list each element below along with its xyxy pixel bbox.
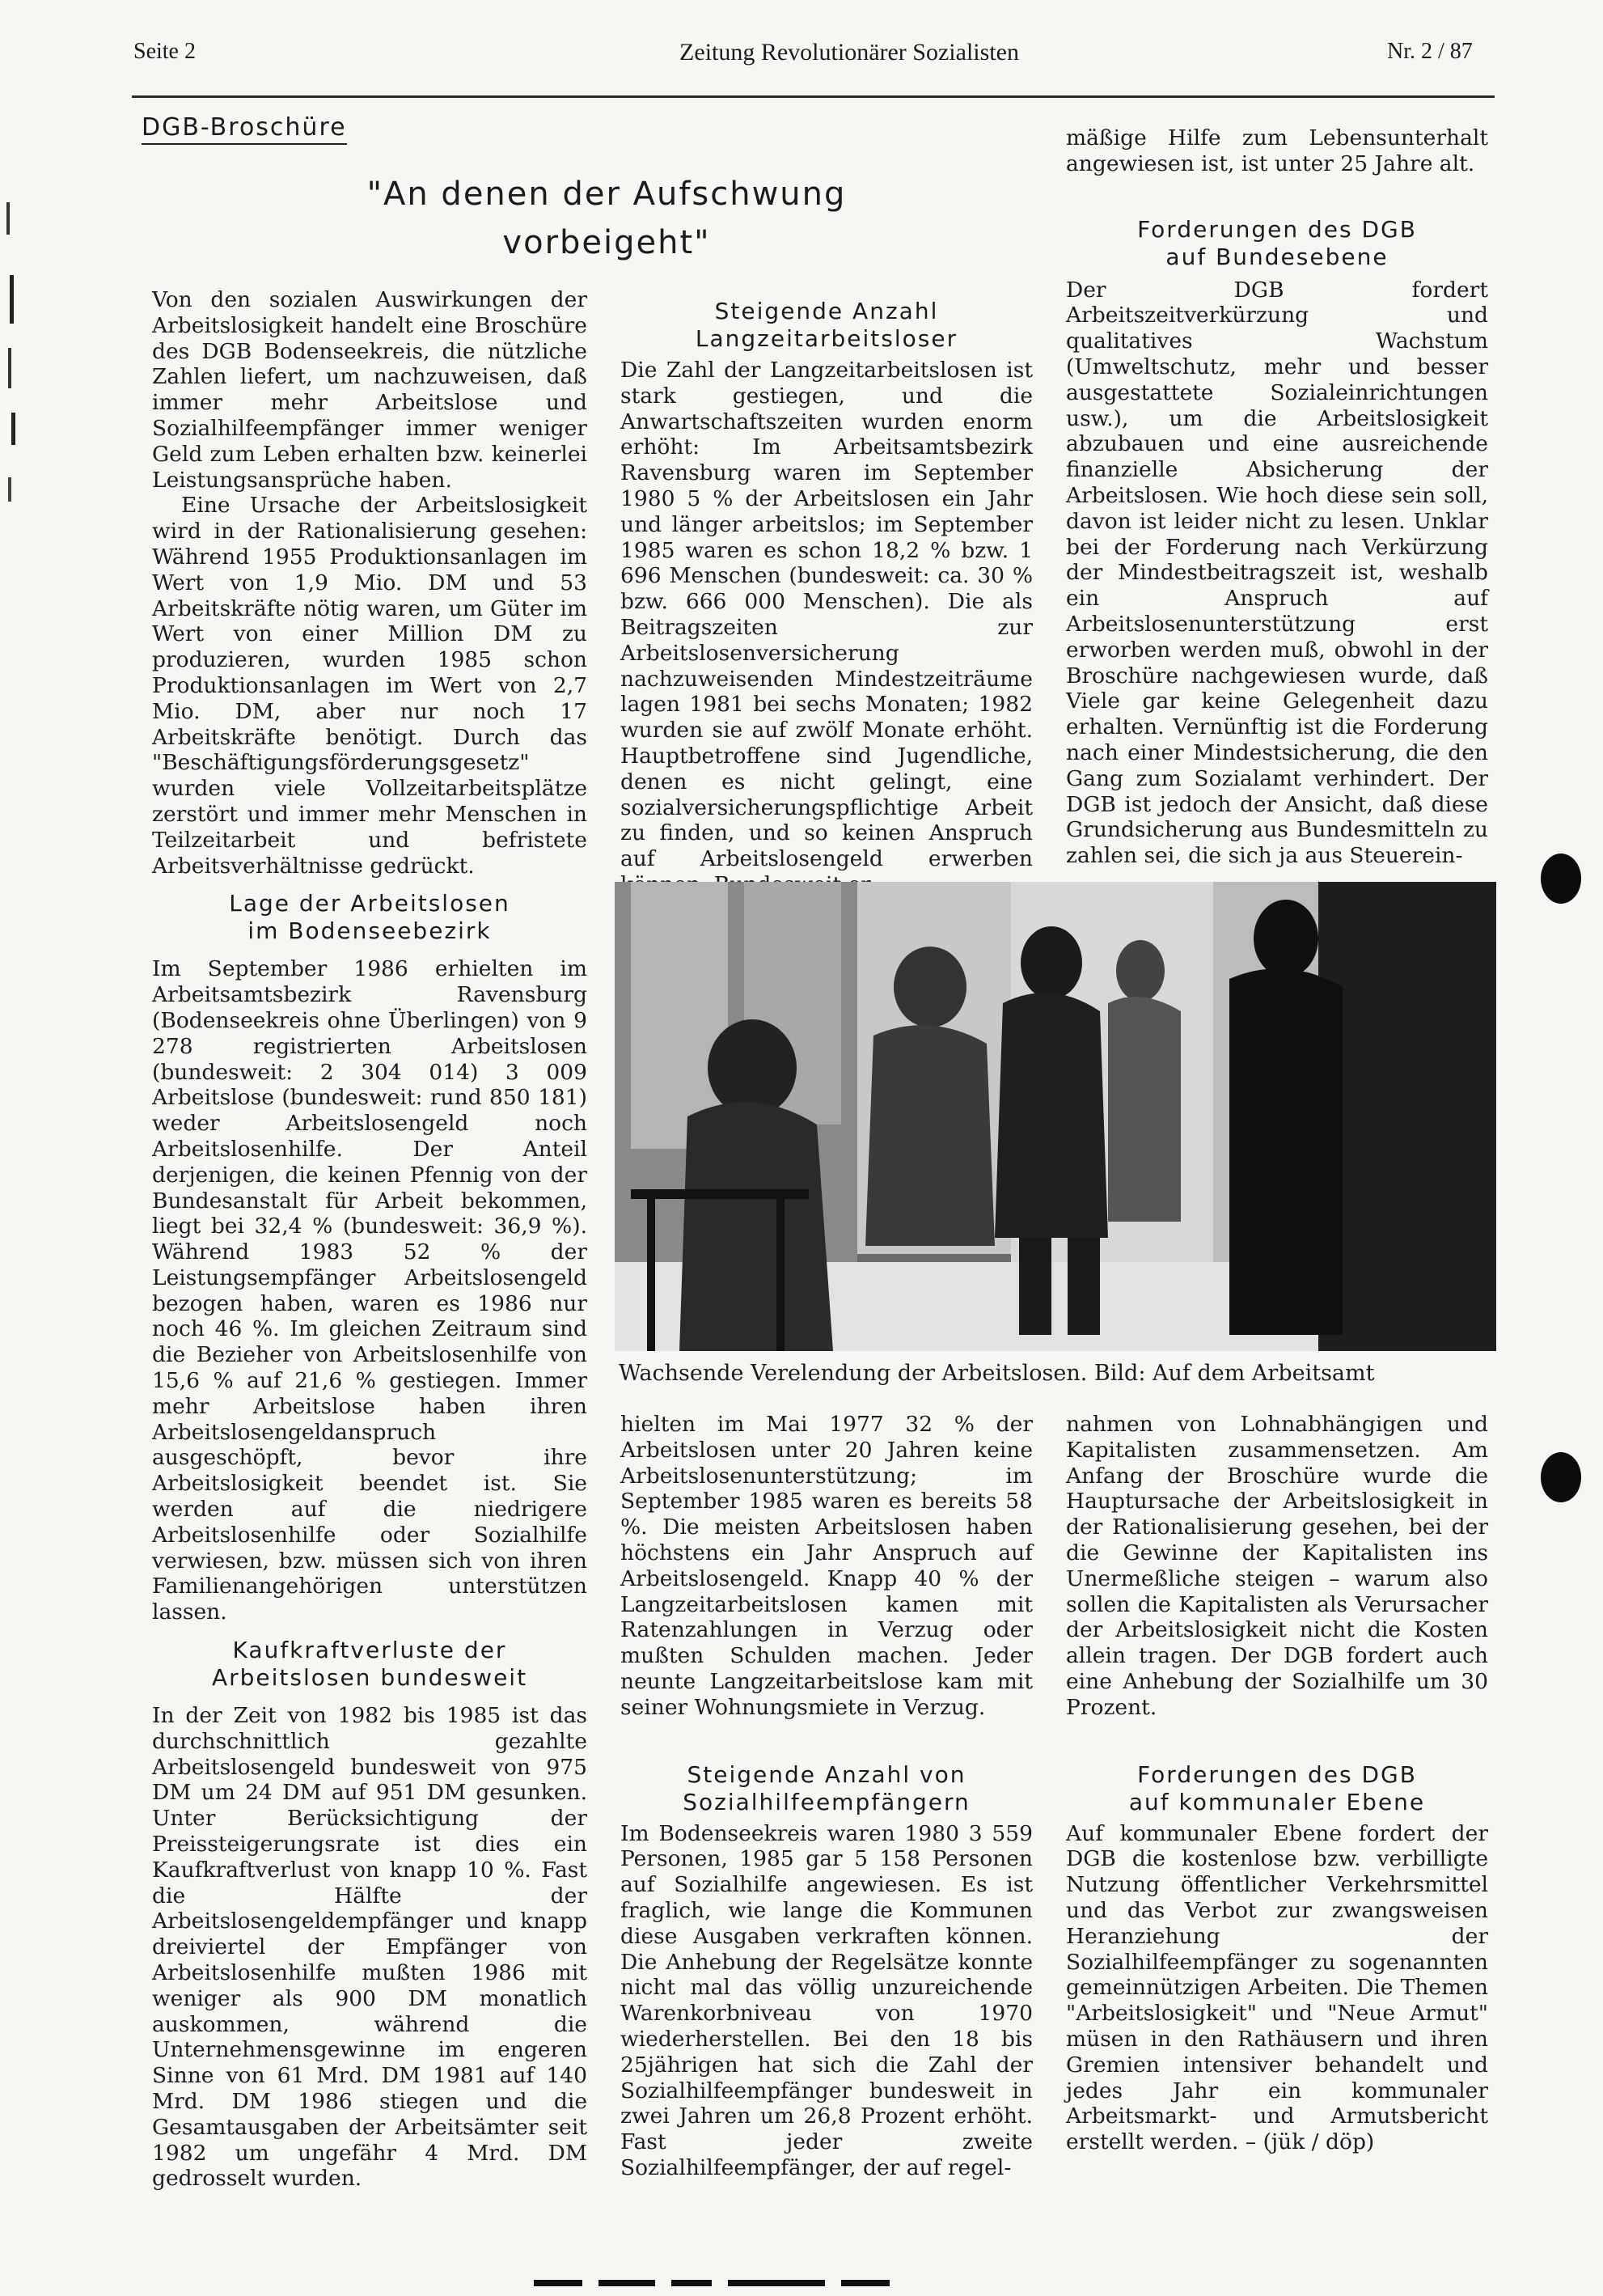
subheading-line: Lage der Arbeitslosen: [229, 890, 510, 917]
paragraph: Der DGB fordert Arbeitszeitverkürzung und qualitatives Wachstum (Umweltschutz, mehr und besser ausgestattete Sozialeinrichtungen usw.), um die Arbeitslosigkeit abzubauen und eine ausreichende finanzielle Absicherung der Arbeitslosen. Wie hoch diese sein soll, davon ist leider nicht zu lesen. Unklar bei der Forderung nach Verkürzung der Mindestbeitragszeit ist, weshalb ein Anspruch auf Arbeitslosenunterstützung erst erworben werden muß, obwohl in der Broschüre nachgewiesen wurde, daß Viele gar keine Gelegenheit dazu erhalten. Vernünftig ist die Forderung nach einer Mindestsicherung, die den Gang zum Sozialamt verhindert. Der DGB ist jedoch der Ansicht, daß diese Grundsicherung aus Bundesmitteln zu zahlen sei, die sich ja aus Steuerein-: [1066, 277, 1488, 869]
issue-number: Nr. 2 / 87: [1387, 39, 1473, 64]
photo-illustration: [615, 882, 1496, 1351]
subheading-line: Steigende Anzahl von: [687, 1760, 966, 1788]
subheading-line: Steigende Anzahl: [714, 298, 939, 324]
subheading-line: Langzeitarbeitsloser: [695, 325, 958, 352]
paragraph: hielten im Mai 1977 32 % der Arbeitslosen unter 20 Jahren keine Arbeitslosenunterstützung; im September 1985 waren es bereits 58 %. Die meisten Arbeitslosen haben höchstens ein Jahr Anspruch auf Arbeitslosengeld. Knapp 40 % der Langzeitarbeitslosen kamen mit Ratenzahlungen in Verzug oder mußten Schulden machen. Jeder neunte Langzeitarbeitslose kam mit seiner Wohnungsmiete in Verzug.: [620, 1412, 1033, 1720]
article-title-line-1: "An denen der Aufschwung: [366, 176, 847, 213]
subheading-line: auf Bundesebene: [1165, 243, 1389, 270]
column-3-top: [1066, 125, 1488, 869]
subheading-line: Arbeitslosen bundesweit: [211, 1664, 528, 1692]
subheading-line: Forderungen des DGB: [1137, 215, 1417, 243]
paragraph: Im September 1986 erhielten im Arbeitsamtsbezirk Ravensburg (Bodenseekreis ohne Überlingen) von 9 278 registrierten Arbeitslosen (bundesweit: 2 304 014) 3 009 Arbeitslose (bundesweit: rund 850 181) weder Arbeitslosengeld noch Arbeitslosenhilfe. Der Anteil derjenigen, die keinen Pfennig von der Bundesanstalt für Arbeit bekommen, liegt bei 32,4 % (bundesweit: 36,9 %). Während 1983 52 % der Leistungsempfänger Arbeitslosengeld bezogen haben, waren es 1986 nur noch 46 %. Im gleichen Zeitraum sind die Bezieher von Arbeitslosenhilfe von 15,6 % auf 21,6 % gestiegen. Immer mehr Arbeitslose haben ihren Arbeitslosengeldanspruch ausgeschöpft, bevor ihre Arbeitslosigkeit beendet ist. Sie werden auf die niedrigere Arbeitslosenhilfe oder Sozialhilfe verwiesen, bzw. müssen sich von ihren Familienangehörigen unterstützen lassen.: [152, 956, 587, 1625]
column-2-bottom: [620, 1412, 1033, 2181]
subheading-line: Forderungen des DGB: [1137, 1760, 1417, 1788]
article-title: [307, 170, 906, 267]
paragraph: Eine Ursache der Arbeitslosigkeit wird in der Rationalisierung gesehen: Während 1955 Produktionsanlagen im Wert von 1,9 Mio. DM und 53 Arbeitskräfte nötig waren, um Güter im Wert von einer Million DM zu produzieren, wurden 1985 schon Produktionsanlagen im Wert von 2,7 Mio. DM, aber nur noch 17 Arbeitskräfte benötigt. Durch das "Beschäftigungsförderungsgesetz" wurden viele Vollzeitarbeitsplätze zerstört und immer mehr Menschen in Teilzeitarbeit und befristete Arbeitsverhältnisse gedrückt.: [152, 493, 587, 879]
subheading: [152, 1637, 587, 1692]
subheading-line: Sozialhilfeempfängern: [683, 1788, 971, 1815]
subheading: [620, 1761, 1033, 1816]
punch-hole: [1541, 854, 1581, 904]
photo-caption: Wachsende Verelendung der Arbeitslosen. Bild: Auf dem Arbeitsamt: [619, 1361, 1375, 1386]
scan-edge-marks: [0, 202, 32, 526]
column-2-top: [620, 298, 1033, 898]
scan-bottom-marks: [534, 2280, 890, 2288]
article-title-line-2: vorbeigeht": [502, 224, 711, 261]
paragraph: mäßige Hilfe zum Lebensunterhalt angewiesen ist, ist unter 25 Jahre alt.: [1066, 125, 1488, 176]
paragraph: In der Zeit von 1982 bis 1985 ist das durchschnittlich gezahlte Arbeitslosengeld bundesweit von 975 DM um 24 DM auf 951 DM gesunken. Unter Berücksichtigung der Preissteigerungsrate ist dies ein Kaufkraftverlust von knapp 10 %. Fast die Hälfte der Arbeitslosengeldempfänger und knapp dreiviertel der Empfänger von Arbeitslosenhilfe mußten 1986 mit weniger als 900 DM monatlich auskommen, während die Unternehmensgewinne im engeren Sinne von 61 Mrd. DM 1981 auf 140 Mrd. DM 1986 stiegen und die Gesamtausgaben der Arbeitsämter seit 1982 um ungefähr 4 Mrd. DM gedrosselt wurden.: [152, 1703, 587, 2192]
subheading: [1066, 216, 1488, 271]
section-label: DGB-Broschüre: [142, 113, 347, 145]
subheading-line: im Bodenseebezirk: [247, 917, 492, 945]
paragraph: Im Bodenseekreis waren 1980 3 559 Personen, 1985 gar 5 158 Personen auf Sozialhilfe angewiesen. Es ist fraglich, wie lange die Kommunen diese Ausgaben verkraften können. Die Anhebung der Regelsätze konnte nicht mal das völlig unzureichende Warenkorbniveau von 1970 wiederherstellen. Bei den 18 bis 25jährigen hat sich die Zahl der Sozialhilfeempfänger bundesweit in zwei Jahren um 26,8 Prozent erhöht. Fast jeder zweite Sozialhilfeempfänger, der auf regel-: [620, 1820, 1033, 2180]
punch-hole: [1541, 1452, 1581, 1502]
column-1: [152, 287, 587, 2192]
paragraph: Von den sozialen Auswirkungen der Arbeitslosigkeit handelt eine Broschüre des DGB Bodenseekreis, die nützliche Zahlen liefert, um nachzuweisen, daß immer mehr Arbeitslose und Sozialhilfeempfänger immer weniger Geld zum Leben erhalten bzw. keinerlei Leistungsansprüche haben.: [152, 287, 587, 493]
subheading: [152, 890, 587, 945]
page-number: Seite 2: [133, 39, 196, 64]
subheading: [1066, 1761, 1488, 1816]
subheading: [620, 298, 1033, 353]
paragraph: Die Zahl der Langzeitarbeitslosen ist stark gestiegen, und die Anwartschaftszeiten wurden enorm erhöht: Im Arbeitsamtsbezirk Ravensburg waren im September 1980 5 % der Arbeitslosen ein Jahr und länger arbeitslos; im September 1985 waren es schon 18,2 % bzw. 1 696 Menschen (bundesweit: ca. 30 % bzw. 666 000 Menschen). Die als Beitragszeiten zur Arbeitslosenversicherung nachzuweisenden Mindestzeiträume lagen 1981 bei sechs Monaten; 1982 wurden sie auf zwölf Monate erhöht. Hauptbetroffene sind Jugendliche, denen es nicht gelingt, eine sozialversicherungspflichtige Arbeit zu finden, und so keinen Anspruch auf Arbeitslosengeld erwerben: [620, 358, 1033, 872]
subheading-line: auf kommunaler Ebene: [1128, 1788, 1426, 1815]
header-rule: [132, 95, 1495, 98]
photo-unemployment-office: [615, 882, 1496, 1351]
subheading-line: Kaufkraftverluste der: [232, 1637, 507, 1664]
column-3-bottom: [1066, 1412, 1488, 2155]
paragraph: Auf kommunaler Ebene fordert der DGB die kostenlose bzw. verbilligte Nutzung öffentlicher Verkehrsmittel und das Verbot zur zwangsweisen Heranziehung der Sozialhilfeempfänger zu sogenannten gemeinnützigen Arbeiten. Die Themen "Arbeitslosigkeit" und "Neue Armut" müsen in den Rathäusern und ihren Gremien intensiver behandelt und jedes Jahr ein kommunaler Arbeitsmarkt- und Armutsbericht erstellt werden. – (jük / döp): [1066, 1820, 1488, 2155]
paragraph: nahmen von Lohnabhängigen und Kapitalisten zusammensetzen. Am Anfang der Broschüre wurde die Hauptursache der Arbeitslosigkeit in der Rationalisierung gesehen, bei der die Gewinne der Kapitalisten ins Unermeßliche steigen – warum also sollen die Kapitalisten als Verursacher der Arbeitslosigkeit nicht die Kosten allein tragen. Der DGB fordert auch eine Anhebung der Sozialhilfe um 30 Prozent.: [1066, 1412, 1488, 1720]
publication-title: Zeitung Revolutionärer Sozialisten: [679, 39, 1019, 66]
